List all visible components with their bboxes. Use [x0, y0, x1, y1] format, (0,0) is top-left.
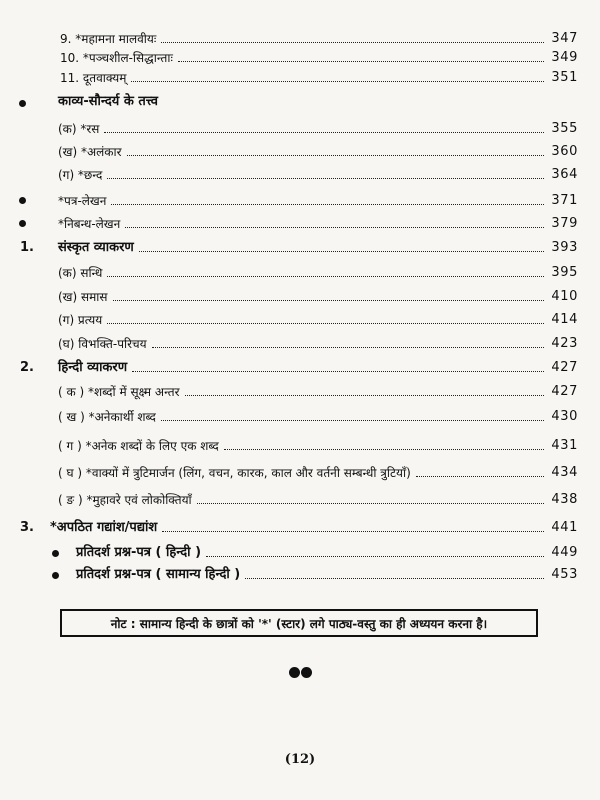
bullet-icon: [52, 572, 59, 579]
leader-dots: [139, 250, 544, 252]
leader-dots: [132, 370, 544, 372]
toc-entry: [0, 118, 600, 138]
toc-page-number: 379: [551, 216, 578, 231]
toc-entry: [0, 141, 600, 161]
toc-entry-label: संस्कृत व्याकरण: [58, 239, 137, 257]
toc-page-number: 410: [551, 289, 578, 304]
toc-entry: [0, 286, 600, 306]
toc-entry-label: (ग) प्रत्यय: [58, 311, 105, 329]
leader-dots: [416, 475, 544, 477]
toc-page-number: 441: [551, 520, 578, 535]
toc-entry-label: काव्य-सौन्दर्य के तत्त्व: [58, 93, 161, 111]
toc-entry-label: हिन्दी व्याकरण: [58, 359, 130, 377]
leader-dots: [161, 419, 544, 421]
toc-section-heading: [0, 237, 600, 257]
toc-entry-label: प्रतिदर्श प्रश्न-पत्र ( सामान्य हिन्दी ): [76, 566, 243, 584]
note-text: नोट : सामान्य हिन्दी के छात्रों को '*' (स्टार) लगे पाठ्य-वस्तु का ही अध्ययन करना है।: [110, 616, 488, 631]
toc-page-number: 453: [551, 567, 578, 582]
leader-dots: [107, 322, 544, 324]
note-box: [60, 609, 538, 637]
bullet-icon: [52, 550, 59, 557]
leader-dots: [131, 80, 544, 82]
toc-entry: [0, 309, 600, 329]
leader-dots: [224, 448, 544, 450]
toc-section-heading: [0, 517, 600, 537]
toc-entry: [0, 381, 600, 401]
toc-entry: [0, 564, 600, 584]
toc-page-number: 355: [551, 121, 578, 136]
leader-dots: [245, 577, 544, 579]
toc-entry: [0, 489, 600, 509]
toc-section-heading: [0, 357, 600, 377]
toc-entry-label: (ग) *छन्द: [58, 166, 105, 184]
leader-dots: [125, 226, 544, 228]
section-number: 1.: [20, 240, 34, 255]
leader-dots: [152, 346, 544, 348]
toc-entry-label: ( ङ ) *मुहावरे एवं लोकोक्तियाँ: [58, 491, 195, 509]
toc-entry: [0, 462, 600, 482]
toc-entry-label: (ख) *अलंकार: [58, 143, 125, 161]
toc-entry: [0, 47, 600, 67]
toc-entry: [0, 28, 600, 48]
toc-entry: [0, 262, 600, 282]
leader-dots: [162, 530, 544, 532]
toc-page-number: 434: [551, 465, 578, 480]
toc-entry-label: (क) *रस: [58, 120, 102, 138]
toc-entry-label: 10. *पञ्चशील-सिद्धान्ताः: [60, 49, 176, 67]
leader-dots: [104, 131, 544, 133]
toc-entry: [0, 333, 600, 353]
leader-dots: [197, 502, 544, 504]
toc-entry: [0, 164, 600, 184]
leader-dots: [185, 394, 544, 396]
toc-page-number: 360: [551, 144, 578, 159]
toc-page-number: 351: [551, 70, 578, 85]
toc-page-number: 349: [551, 50, 578, 65]
leader-dots: [107, 177, 544, 179]
toc-entry: [0, 67, 600, 87]
leader-dots: [161, 41, 544, 43]
leader-dots: [107, 275, 544, 277]
toc-page-number: 371: [551, 193, 578, 208]
toc-entry-label: ( ग ) *अनेक शब्दों के लिए एक शब्द: [58, 437, 222, 455]
leader-dots: [113, 299, 544, 301]
leader-dots: [178, 60, 544, 62]
toc-page-number: 414: [551, 312, 578, 327]
toc-entry-label: 11. दूतवाक्यम्: [60, 69, 129, 87]
toc-page-number: 431: [551, 438, 578, 453]
section-number: 2.: [20, 360, 34, 375]
toc-entry-label: ( क ) *शब्दों में सूक्ष्म अन्तर: [58, 383, 183, 401]
toc-entry-label: 9. *महामना मालवीयः: [60, 30, 159, 48]
toc-page-number: 438: [551, 492, 578, 507]
page-footer-number: (12): [284, 752, 316, 767]
toc-entry: [0, 406, 600, 426]
toc-entry-label: प्रतिदर्श प्रश्न-पत्र ( हिन्दी ): [76, 544, 204, 562]
toc-entry-label: *पत्र-लेखन: [58, 192, 109, 210]
toc-page-number: 364: [551, 167, 578, 182]
toc-entry-label: *निबन्ध-लेखन: [58, 215, 123, 233]
bullet-icon: [19, 100, 26, 107]
toc-entry: [0, 213, 600, 233]
leader-dots: [111, 203, 544, 205]
toc-entry: [0, 542, 600, 562]
leader-dots: [127, 154, 544, 156]
toc-page-number: 427: [551, 360, 578, 375]
toc-page-number: 427: [551, 384, 578, 399]
toc-entry-label: (ख) समास: [58, 288, 111, 306]
toc-entry-label: (क) सन्धि: [58, 264, 105, 282]
toc-entry-label: (घ) विभक्ति-परिचय: [58, 335, 150, 353]
ornament-icon: [289, 667, 313, 679]
toc-entry-label: *अपठित गद्यांश/पद्यांश: [50, 519, 160, 537]
toc-entry: [0, 190, 600, 210]
toc-page-number: 423: [551, 336, 578, 351]
toc-entry-label: ( ख ) *अनेकार्थी शब्द: [58, 408, 159, 426]
toc-page-number: 347: [551, 31, 578, 46]
toc-page-number: 430: [551, 409, 578, 424]
section-number: 3.: [20, 520, 34, 535]
toc-page-number: 449: [551, 545, 578, 560]
toc-entry: [0, 435, 600, 455]
bullet-icon: [19, 220, 26, 227]
toc-page-number: 393: [551, 240, 578, 255]
leader-dots: [206, 555, 544, 557]
toc-section-heading: [0, 91, 600, 111]
toc-page-number: 395: [551, 265, 578, 280]
toc-entry-label: ( घ ) *वाक्यों में त्रुटिमार्जन (लिंग, वचन, कारक, काल और वर्तनी सम्बन्धी त्रुटियाँ): [58, 464, 414, 482]
bullet-icon: [19, 197, 26, 204]
